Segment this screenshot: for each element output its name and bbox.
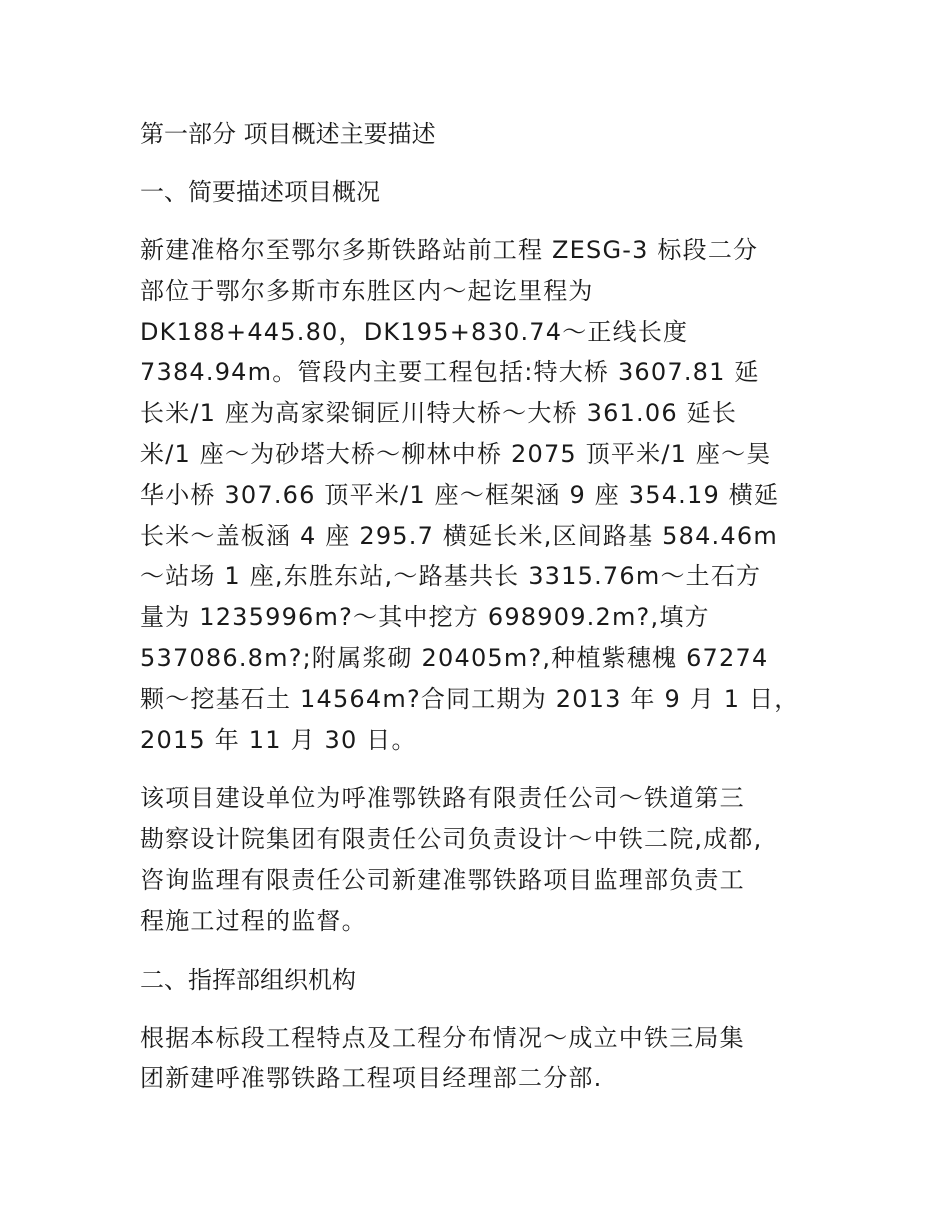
part-title: 第一部分 项目概述主要描述 <box>140 120 436 148</box>
paragraph-line: 量为 1235996m?～其中挖方 698909.2m?,填方 <box>140 603 710 632</box>
paragraph-line: 新建准格尔至鄂尔多斯铁路站前工程 ZESG-3 标段二分 <box>140 236 759 264</box>
section-1-paragraph-2 <box>140 778 810 941</box>
paragraph-line: 颗～挖基石土 14564m?合同工期为 2013 年 9 月 1 日， <box>140 684 800 713</box>
paragraph-line: 团新建呼准鄂铁路工程项目经理部二分部. <box>140 1064 603 1093</box>
paragraph-line: 2015 年 11 月 30 日。 <box>140 725 417 754</box>
section-1-title: 一、简要描述项目概况 <box>140 178 380 206</box>
paragraph-line: 该项目建设单位为呼准鄂铁路有限责任公司～铁道第三 <box>140 784 745 813</box>
paragraph-line: 米/1 座～为砂塔大桥～柳林中桥 2075 顶平米/1 座～昊 <box>140 439 772 468</box>
paragraph-line: 程施工过程的监督。 <box>140 906 367 935</box>
paragraph-line: 勘察设计院集团有限责任公司负责设计～中铁二院,成都, <box>140 825 763 854</box>
paragraph-line: 咨询监理有限责任公司新建准鄂铁路项目监理部负责工 <box>140 865 745 894</box>
paragraph-line: 长米～盖板涵 4 座 295.7 横延长米,区间路基 584.46m <box>140 521 778 550</box>
paragraph-line: 部位于鄂尔多斯市东胜区内～起讫里程为 <box>140 276 594 305</box>
document-page <box>140 114 810 1117</box>
paragraph-line: 长米/1 座为高家梁铜匠川特大桥～大桥 361.06 延长 <box>140 399 738 428</box>
paragraph-line: 华小桥 307.66 顶平米/1 座～框架涵 9 座 354.19 横延 <box>140 480 780 509</box>
paragraph-line: DK188+445.80，DK195+830.74～正线长度 <box>140 317 689 346</box>
section-1-paragraph-1 <box>140 230 810 760</box>
paragraph-line: 537086.8m?;附属浆砌 20405m?,种植紫穗槐 67274 <box>140 643 769 672</box>
paragraph-line: 7384.94m。管段内主要工程包括:特大桥 3607.81 延 <box>140 358 760 387</box>
section-2-title: 二、指挥部组织机构 <box>140 965 356 994</box>
paragraph-line: 根据本标段工程特点及工程分布情况～成立中铁三局集 <box>140 1023 745 1052</box>
section-2-paragraph-1 <box>140 1018 810 1100</box>
paragraph-line: ～站场 1 座,东胜东站,～路基共长 3315.76m～土石方 <box>140 562 762 591</box>
